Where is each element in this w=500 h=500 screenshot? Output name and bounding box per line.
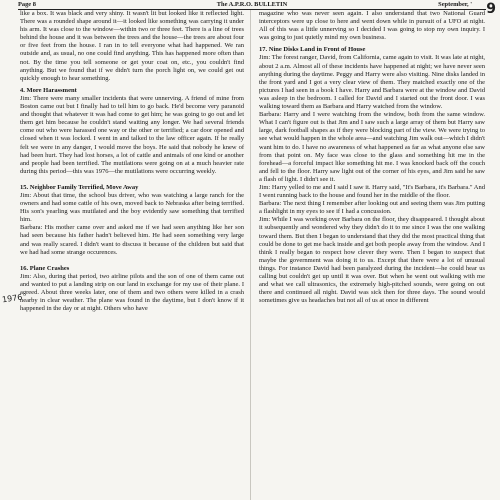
left-column — [20, 10, 244, 313]
right-column — [259, 10, 485, 305]
section-heading: 17. Nine Disks Land in Front of House — [259, 46, 366, 54]
issue-date: September, ' — [438, 1, 472, 8]
paragraph: Barbara: His mother came over and asked me if we had seen anything like her son had seen because his father hadn't believed him. He had seen something very large and was really scared. I didn't want to discuss it because of the children but said that we had had some strange occurences. — [20, 224, 244, 256]
paragraph: Barbara: Harry and I were watching from the window, both from the same window. What I can't figure out is that Jim and I saw such a large array of them but Harry saw large, dark football shapes as if they were blocking part of the view. We were trying to see what would happen in the whole area—and watching Jim walk out—which I didn't want him to do. I have no awareness of what happened as far as what anyone else saw from that point on. My face was close to the glass and something hit me in the forehead—a forceful impact like something hit me. I was knocked back off the couch and fell to the floor. Harry saw light out of the corner of his eyes, and Jim said he saw a flash of light. I didn't see it. — [259, 111, 485, 183]
paragraph: Jim: The forest ranger, David, from California, came again to visit. It was late at night, about 2 a.m. Almost all of these incidents have happened at night; we have never seen anything during the daytime. Peggy and Harry were also visiting. Nine disks landed in the front yard and I got a very clear view of them. They matched exactly one of the pictures I had seen in a book I have. Harry and Barbara were at the window and David was asleep in the bedroom. I called for David and I started out the front door. I was walking toward them as Barbara and Harry watched from the window. — [259, 54, 485, 111]
paragraph: Jim: Harry yelled to me and I said I saw it. Harry said, "It's Barbara, it's Barbara." And I went running back to the house and found her in the middle of the floor. — [259, 183, 485, 200]
paragraph: Barbara: The next thing I remember after looking out and seeing them was Jim putting a flashlight in my eyes to see if I had a concussion. — [259, 200, 485, 216]
handwritten-margin-note: 1976 — [1, 292, 23, 305]
section-heading: 4. More Harassment — [20, 86, 77, 94]
page-number: Page 8 — [18, 1, 36, 8]
paragraph: Jim: There were many smaller incidents that were unnerving. A friend of mine from Boston came out but I finally had to tell him to go back. He'd become very paranoid and thought that whatever it was had come to get him; he was going to go out and let them get him because he couldn't stand waiting any longer. We had several friends come out who were harassed one way or the other or terrified; a car door opened and closed when it was locked. I went in and talked to the law officer again. If he really felt we were in any danger, I would move the boys. He said that nobody he knew of had been hurt. They had lost horses, a lot of cattle and animals of one kind or another and people had been terrified. The mutilations were going on at a much heavier rate during this period—this was 1976—the mutilations were occurring weekly. — [20, 94, 244, 175]
paragraph: magazine who was never seen again. I also understand that two National Guard interceptors were up close to here and went down while in pursuit of a UFO at night. All of this was a little unnerving so I decided I was going to stop my own inquiry. I was going to just quietly mind my own business. — [259, 10, 485, 42]
column-divider — [250, 10, 251, 500]
bulletin-title: The A.P.R.O. BULLETIN — [216, 1, 288, 8]
handwritten-page-mark: 9 — [486, 1, 496, 17]
paragraph: Jim: While I was working over Barbara on the floor, they disappeared. I thought about it subsequently and wondered why they didn't do it to me since I was the one walking toward them. But then I began to understand that they did the most practical thing that could be done to get me back inside and get both people away from the window. And I think I really began to respect how clever they were. Then I began to suspect that maybe the government was doing it to us. Except that there were a lot of unusual things. For instance David had been paralyzed during the incident—he could hear us calling but couldn't get up until it was over. But when he went out walking with me and what we call ultrasonics, the extremely high-pitched sounds, were going on out there and continued all night. David was sick then for three days. The sound would sometimes give us headaches but not all of us at once in different — [259, 216, 485, 305]
paragraph: like a box. It was black and very shiny. It wasn't lit but looked like it reflected light. There was a rounded shape around it—it looked like something was carrying it under his arm. It was close to the window—within two or three feet. There is a line of trees behind the house and it was between the trees and the house—the trees are about four or five feet from the house. I ran in to tell everyone what had happened. We ran outside and, as usual, no one could find anything. This has happened more often than not. By the time you tell someone or get your coat on, etc., you couldn't find anything. But we found that if we didn't turn the porch light on, we could get out quickly enough to hear something. — [20, 10, 244, 82]
paragraph: Jim: Also, during that period, two airline pilots and the son of one of them came out and wanted to put a landing strip on our land in exchange for my use of their plane. I agreed. About three weeks later, one of them and two others were killed in a crash nearby in clear weather. The plane was found in the daytime, but I don't know if it happened in the day or at night. Others who have — [20, 272, 244, 313]
section-heading: 15. Neighbor Family Terrified, Move Away — [20, 183, 139, 191]
section-heading: 16. Plane Crashes — [20, 264, 70, 272]
page-header — [18, 0, 486, 10]
paragraph: Jim: About that time, the school bus driver, who was watching a large ranch for the owners and had some cattle of his own, moved back to Nebraska after being terrified. His son's yearling was mutilated and the boy evidently saw something that terrified him. — [20, 191, 244, 224]
